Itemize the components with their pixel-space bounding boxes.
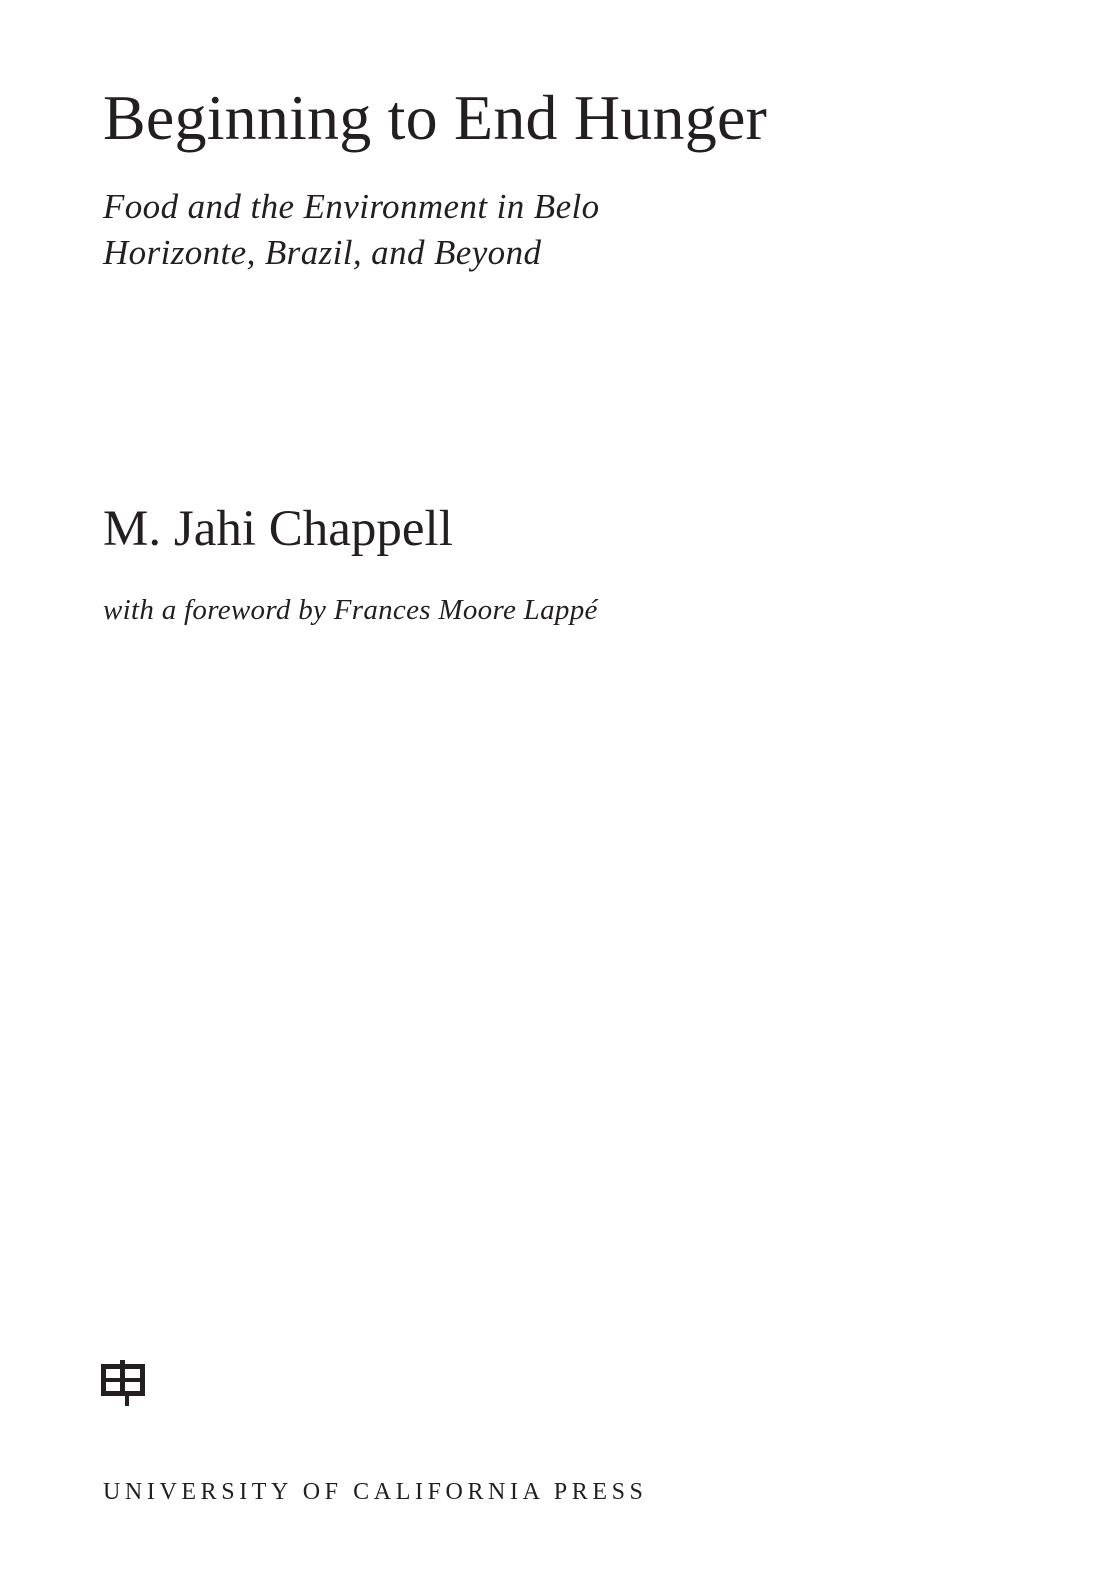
subtitle-line-1: Food and the Environment in Belo — [103, 187, 600, 226]
book-title: Beginning to End Hunger — [103, 82, 768, 153]
foreword-credit: with a foreword by Frances Moore Lappé — [103, 594, 598, 626]
book-subtitle — [103, 184, 600, 276]
press-logo-icon — [101, 1360, 147, 1408]
author-name: M. Jahi Chappell — [103, 501, 453, 557]
subtitle-line-2: Horizonte, Brazil, and Beyond — [103, 233, 542, 272]
publisher-name: UNIVERSITY OF CALIFORNIA PRESS — [103, 1479, 648, 1505]
